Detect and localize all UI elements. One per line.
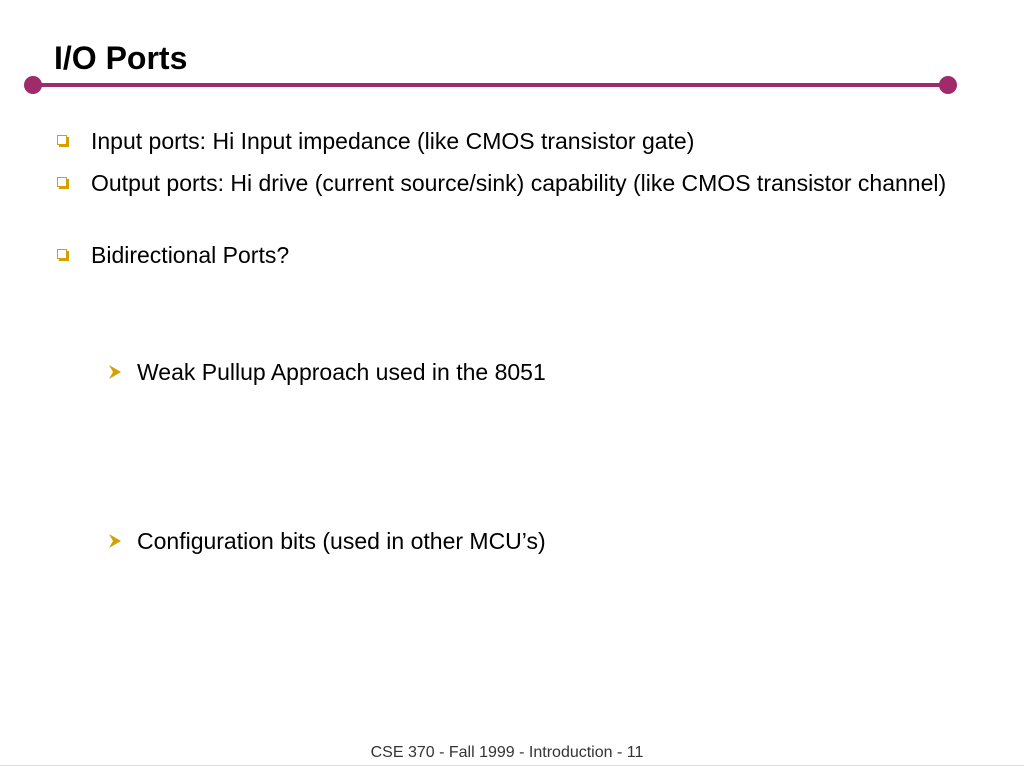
bullet-text: Output ports: Hi drive (current source/sink) capability (like CMOS transistor channel) [91, 170, 947, 196]
slide-title: I/O Ports [54, 40, 188, 76]
title-rule [33, 83, 948, 87]
arrow-bullet-icon [107, 364, 123, 380]
square-bullet-icon [57, 249, 67, 259]
bullet-item-output-ports [54, 168, 954, 198]
bullet-text: Input ports: Hi Input impedance (like CMOS transistor gate) [91, 128, 695, 154]
arrow-bullet-icon [107, 533, 123, 549]
bullet-item-input-ports [54, 126, 954, 156]
sub-bullet-item-weak-pullup [107, 357, 907, 387]
bullet-text: Bidirectional Ports? [91, 242, 290, 268]
square-bullet-icon [57, 177, 67, 187]
slide-footer: CSE 370 - Fall 1999 - Introduction - 11 [370, 744, 644, 761]
sub-bullet-item-configuration-bits [107, 526, 907, 556]
sub-bullet-text: Weak Pullup Approach used in the 8051 [137, 359, 546, 385]
sub-bullet-text: Configuration bits (used in other MCU’s) [137, 528, 546, 554]
title-rule-right-dot [939, 76, 957, 94]
bottom-divider [0, 765, 1024, 766]
square-bullet-icon [57, 135, 67, 145]
bullet-item-bidirectional-ports [54, 240, 954, 270]
